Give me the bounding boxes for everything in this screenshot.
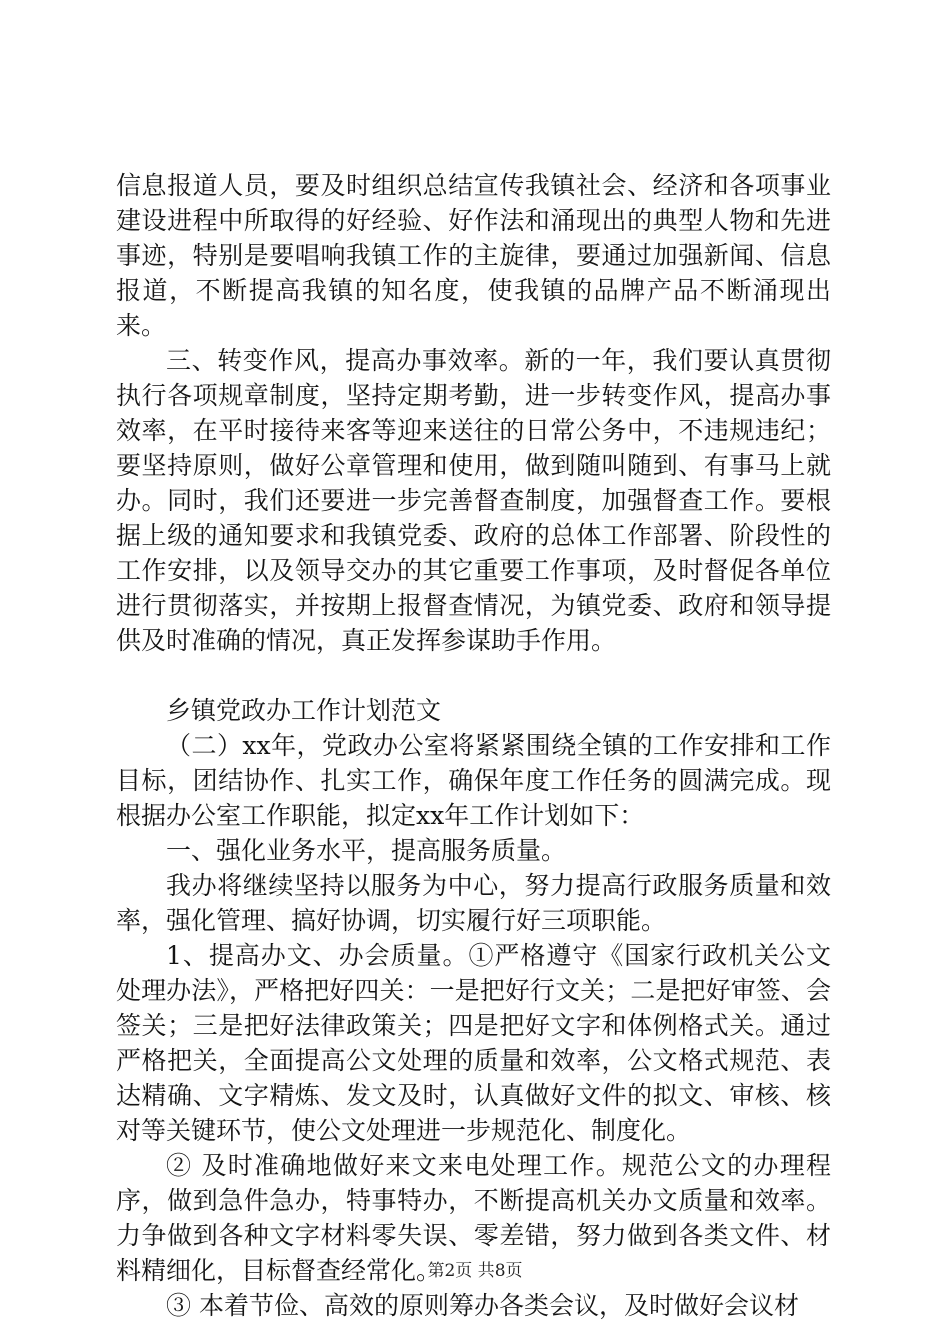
paragraph-gap	[116, 658, 831, 693]
document-body	[116, 168, 831, 1323]
paragraph-service-center: 我办将继续坚持以服务为中心，努力提高行政服务质量和效率，强化管理、搞好协调，切实履行好三项职能。	[116, 871, 831, 935]
paragraph-item-3: ③ 本着节俭、高效的原则筹办各类会议，及时做好会议材	[166, 1291, 799, 1320]
heading-strengthen-business: 一、强化业务水平，提高服务质量。	[166, 836, 567, 865]
paragraph-news-reporting: 信息报道人员，要及时组织总结宣传我镇社会、经济和各项事业建设进程中所取得的好经验、好作法和涌现出的典型人物和先进事迹，特别是要唱响我镇工作的主旋律，要通过加强新闻、信息报道，不断提高我镇的知名度，使我镇的品牌产品不断涌现出来。	[116, 171, 831, 340]
section-title: 乡镇党政办工作计划范文	[166, 696, 442, 725]
paragraph-intro: （二）xx年，党政办公室将紧紧围绕全镇的工作安排和工作目标，团结协作、扎实工作，确保年度工作任务的圆满完成。现根据办公室工作职能，拟定xx年工作计划如下：	[116, 731, 831, 830]
page-number-footer: 第2页 共8页	[427, 1261, 523, 1281]
paragraph-item-2: ② 及时准确地做好来文来电处理工作。规范公文的办理程序，做到急件急办，特事特办，不断提高机关办文质量和效率。力争做到各种文字材料零失误、零差错，努力做到各类文件、材料精细化，目标督查经常化。	[116, 1151, 831, 1285]
paragraph-item-1: 1、提高办文、办会质量。①严格遵守《国家行政机关公文处理办法》，严格把好四关：一是把好行文关；二是把好审签、会签关；三是把好法律政策关；四是把好文字和体例格式关。通过严格把关，全面提高公文处理的质量和效率，公文格式规范、表达精确、文字精炼、发文及时，认真做好文件的拟文、审核、核对等关键环节，使公文处理进一步规范化、制度化。	[116, 941, 831, 1145]
paragraph-section-three: 三、转变作风，提高办事效率。新的一年，我们要认真贯彻执行各项规章制度，坚持定期考勤，进一步转变作风，提高办事效率，在平时接待来客等迎来送往的日常公务中，不违规违纪；要坚持原则，做好公章管理和使用，做到随叫随到、有事马上就办。同时，我们还要进一步完善督查制度，加强督查工作。要根据上级的通知要求和我镇党委、政府的总体工作部署、阶段性的工作安排，以及领导交办的其它重要工作事项，及时督促各单位进行贯彻落实，并按期上报督查情况，为镇党委、政府和领导提供及时准确的情况，真正发挥参谋助手作用。	[116, 346, 831, 655]
